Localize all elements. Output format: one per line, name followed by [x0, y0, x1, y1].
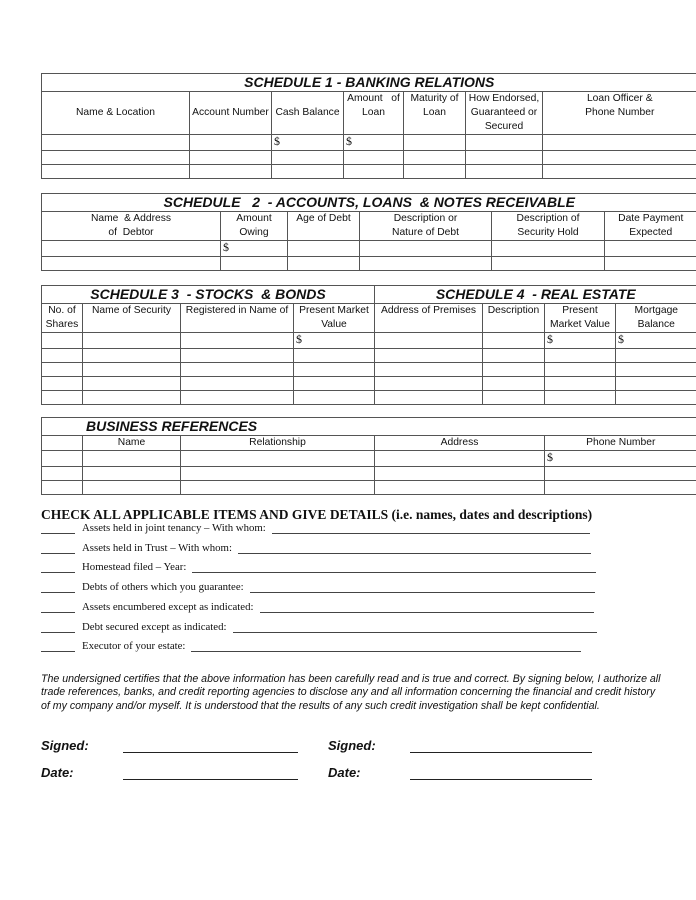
re-market-value-field[interactable] [545, 391, 616, 405]
header-mortgage-balance: Mortgage Balance [616, 304, 696, 333]
checklist-item-joint-tenancy: Assets held in joint tenancy – With whom: [41, 522, 590, 536]
ref-address-field[interactable] [375, 467, 545, 481]
account-number-field[interactable] [190, 165, 272, 179]
market-value-field[interactable]: $ [294, 333, 375, 349]
table-row [42, 391, 696, 405]
premises-address-field[interactable] [375, 333, 483, 349]
business-references-table [41, 417, 696, 495]
table-row [42, 333, 696, 349]
age-of-debt-field[interactable] [288, 241, 360, 257]
header-account-number: Account Number [190, 92, 272, 135]
check-blank[interactable] [41, 640, 75, 652]
name-location-field[interactable] [42, 135, 190, 151]
loan-officer-field[interactable] [543, 165, 696, 179]
debtor-field[interactable] [42, 257, 221, 271]
header-present-market-value: Present Market Value [294, 304, 375, 333]
re-market-value-field[interactable] [545, 377, 616, 391]
description-field[interactable] [483, 391, 545, 405]
shares-field[interactable] [42, 391, 83, 405]
market-value-field[interactable] [294, 349, 375, 363]
header-maturity-of-loan: Maturity of Loan [404, 92, 466, 135]
check-blank[interactable] [41, 522, 75, 534]
header-cash-balance: Cash Balance [272, 92, 344, 135]
header-age-of-debt: Age of Debt [288, 212, 360, 241]
ref-relationship-field[interactable] [181, 451, 375, 467]
table-row [42, 135, 696, 151]
debtor-field[interactable] [42, 241, 221, 257]
security-name-field[interactable] [83, 333, 181, 349]
cash-balance-field[interactable]: $ [272, 135, 344, 151]
table-row [42, 241, 696, 257]
header-how-endorsed: How Endorsed, Guaranteed or Secured [466, 92, 543, 135]
checklist-item-assets-encumbered: Assets encumbered except as indicated: [41, 601, 594, 615]
amount-of-loan-field[interactable] [344, 151, 404, 165]
registered-name-field[interactable] [181, 333, 294, 349]
description-field[interactable] [483, 377, 545, 391]
signature-line-2[interactable] [410, 752, 592, 753]
detail-line[interactable] [233, 621, 597, 633]
header-security-hold: Description of Security Hold [492, 212, 605, 241]
ref-index-field[interactable] [42, 451, 83, 467]
ref-phone-field[interactable] [545, 467, 696, 481]
header-description: Description [483, 304, 545, 333]
detail-line[interactable] [192, 561, 596, 573]
maturity-field[interactable] [404, 165, 466, 179]
date-payment-field[interactable] [605, 257, 696, 271]
registered-name-field[interactable] [181, 391, 294, 405]
date-line-2[interactable] [410, 779, 592, 780]
description-field[interactable] [483, 363, 545, 377]
nature-of-debt-field[interactable] [360, 241, 492, 257]
header-amount-of-loan: Amount of Loan [344, 92, 404, 135]
amount-owing-field[interactable] [221, 257, 288, 271]
maturity-field[interactable] [404, 151, 466, 165]
date-label-2: Date: [328, 765, 361, 780]
check-blank[interactable] [41, 621, 75, 633]
date-payment-field[interactable] [605, 241, 696, 257]
table-row [42, 467, 696, 481]
nature-of-debt-field[interactable] [360, 257, 492, 271]
ref-name-field[interactable] [83, 451, 181, 467]
description-field[interactable] [483, 349, 545, 363]
shares-field[interactable] [42, 333, 83, 349]
header-phone-number: Phone Number [545, 436, 696, 451]
shares-field[interactable] [42, 377, 83, 391]
ref-address-field[interactable] [375, 451, 545, 467]
header-no-of-shares: No. of Shares [42, 304, 83, 333]
header-name-of-security: Name of Security [83, 304, 181, 333]
checklist-title: CHECK ALL APPLICABLE ITEMS AND GIVE DETAILS (i.e. names, dates and descriptions) [41, 507, 593, 522]
schedule-1-banking-relations-table [41, 73, 696, 179]
cash-balance-field[interactable] [272, 151, 344, 165]
header-loan-officer: Loan Officer & Phone Number [543, 92, 696, 135]
table-row [42, 257, 696, 271]
security-name-field[interactable] [83, 349, 181, 363]
account-number-field[interactable] [190, 151, 272, 165]
ref-index-field[interactable] [42, 467, 83, 481]
endorsed-field[interactable] [466, 135, 543, 151]
registered-name-field[interactable] [181, 377, 294, 391]
table-row [42, 481, 696, 495]
ref-name-field[interactable] [83, 481, 181, 495]
date-line-1[interactable] [123, 779, 298, 780]
market-value-field[interactable] [294, 377, 375, 391]
endorsed-field[interactable] [466, 165, 543, 179]
table-row [42, 377, 696, 391]
schedule-3-4-stocks-real-estate-table [41, 285, 696, 405]
checklist-item-debt-secured: Debt secured except as indicated: [41, 621, 597, 635]
check-blank[interactable] [41, 601, 75, 613]
security-name-field[interactable] [83, 363, 181, 377]
endorsed-field[interactable] [466, 151, 543, 165]
re-market-value-field[interactable] [545, 349, 616, 363]
header-amount-owing: Amount Owing [221, 212, 288, 241]
header-registered-in-name-of: Registered in Name of [181, 304, 294, 333]
header-name-address-debtor: Name & Address of Debtor [42, 212, 221, 241]
security-name-field[interactable] [83, 391, 181, 405]
premises-address-field[interactable] [375, 391, 483, 405]
ref-phone-field[interactable] [545, 481, 696, 495]
maturity-field[interactable] [404, 135, 466, 151]
premises-address-field[interactable] [375, 377, 483, 391]
mortgage-balance-field[interactable] [616, 391, 696, 405]
table-row [42, 363, 696, 377]
ref-relationship-field[interactable] [181, 467, 375, 481]
header-address-of-premises: Address of Premises [375, 304, 483, 333]
ref-phone-field[interactable]: $ [545, 451, 696, 467]
cash-balance-field[interactable] [272, 165, 344, 179]
detail-line[interactable] [260, 601, 594, 613]
security-hold-field[interactable] [492, 241, 605, 257]
header-name-location: Name & Location [42, 92, 190, 135]
header-re-market-value: Present Market Value [545, 304, 616, 333]
ref-name-field[interactable] [83, 467, 181, 481]
check-blank[interactable] [41, 542, 75, 554]
checklist-item-executor: Executor of your estate: [41, 640, 581, 654]
name-location-field[interactable] [42, 165, 190, 179]
header-address: Address [375, 436, 545, 451]
security-name-field[interactable] [83, 377, 181, 391]
signature-line-1[interactable] [123, 752, 298, 753]
re-market-value-field[interactable] [545, 363, 616, 377]
signed-label-2: Signed: [328, 738, 376, 753]
name-location-field[interactable] [42, 151, 190, 165]
certification-text: The undersigned certifies that the above information has been carefully read and is true and correct. By signing below, I authorize all trade references, banks, and credit reporting agencies to disclose any and all information concerning the financial and credit history of my company and/or myself. It is understood that the results of any such credit investigation shall be kept confidential. [41, 673, 661, 712]
market-value-field[interactable] [294, 363, 375, 377]
header-blank [42, 436, 83, 451]
registered-name-field[interactable] [181, 363, 294, 377]
description-field[interactable] [483, 333, 545, 349]
loan-officer-field[interactable] [543, 135, 696, 151]
security-hold-field[interactable] [492, 257, 605, 271]
mortgage-balance-field[interactable]: $ [616, 333, 696, 349]
age-of-debt-field[interactable] [288, 257, 360, 271]
checklist-item-trust: Assets held in Trust – With whom: [41, 542, 591, 556]
shares-field[interactable] [42, 349, 83, 363]
schedule-4-title: SCHEDULE 4 - REAL ESTATE [375, 286, 696, 304]
detail-line[interactable] [238, 542, 591, 554]
amount-owing-field[interactable]: $ [221, 241, 288, 257]
header-date-payment-expected: Date Payment Expected [605, 212, 696, 241]
ref-index-field[interactable] [42, 481, 83, 495]
schedule-1-title: SCHEDULE 1 - BANKING RELATIONS [42, 74, 696, 92]
checklist-item-homestead: Homestead filed – Year: [41, 561, 596, 575]
ref-address-field[interactable] [375, 481, 545, 495]
ref-relationship-field[interactable] [181, 481, 375, 495]
checklist-item-debts-guarantee: Debts of others which you guarantee: [41, 581, 595, 595]
account-number-field[interactable] [190, 135, 272, 151]
amount-of-loan-field[interactable]: $ [344, 135, 404, 151]
schedule-3-title: SCHEDULE 3 - STOCKS & BONDS [42, 286, 375, 304]
header-relationship: Relationship [181, 436, 375, 451]
table-row [42, 151, 696, 165]
table-row [42, 165, 696, 179]
signed-label-1: Signed: [41, 738, 89, 753]
mortgage-balance-field[interactable] [616, 377, 696, 391]
mortgage-balance-field[interactable] [616, 349, 696, 363]
schedule-2-accounts-receivable-table [41, 193, 696, 271]
amount-of-loan-field[interactable] [344, 165, 404, 179]
premises-address-field[interactable] [375, 349, 483, 363]
registered-name-field[interactable] [181, 349, 294, 363]
check-blank[interactable] [41, 581, 75, 593]
table-row [42, 451, 696, 467]
mortgage-balance-field[interactable] [616, 363, 696, 377]
market-value-field[interactable] [294, 391, 375, 405]
check-blank[interactable] [41, 561, 75, 573]
detail-line[interactable] [191, 640, 581, 652]
header-name: Name [83, 436, 181, 451]
detail-line[interactable] [250, 581, 595, 593]
schedule-2-title: SCHEDULE 2 - ACCOUNTS, LOANS & NOTES RECEIVABLE [42, 194, 696, 212]
premises-address-field[interactable] [375, 363, 483, 377]
date-label-1: Date: [41, 765, 74, 780]
detail-line[interactable] [272, 522, 590, 534]
table-row [42, 349, 696, 363]
shares-field[interactable] [42, 363, 83, 377]
loan-officer-field[interactable] [543, 151, 696, 165]
re-market-value-field[interactable]: $ [545, 333, 616, 349]
business-references-title: BUSINESS REFERENCES [42, 418, 696, 436]
header-nature-of-debt: Description or Nature of Debt [360, 212, 492, 241]
